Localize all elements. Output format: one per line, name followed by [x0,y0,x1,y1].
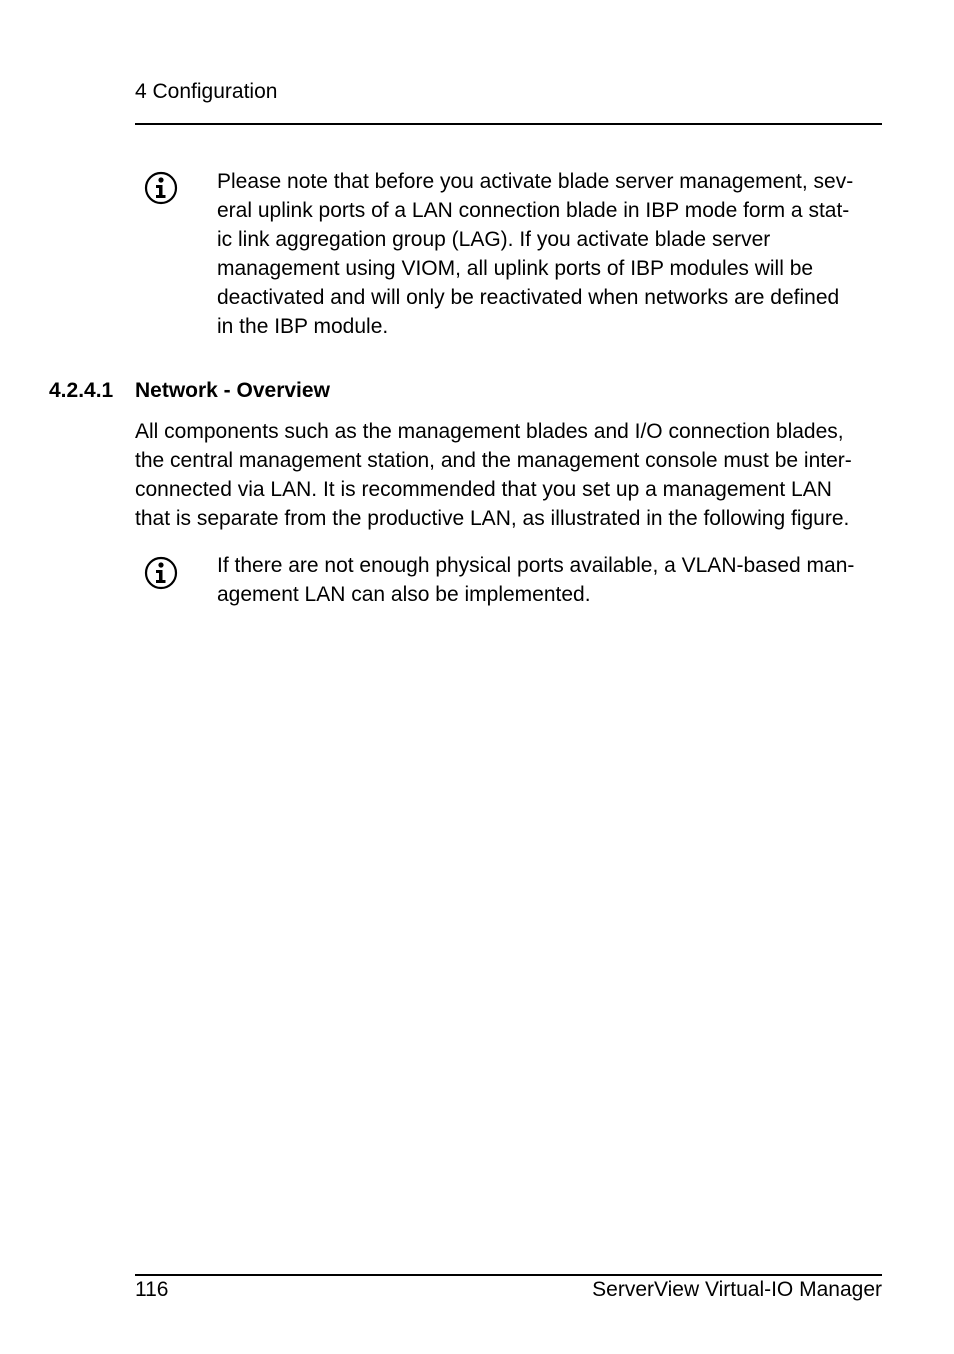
info-icon [143,555,179,591]
note-line: agement LAN can also be implemented. [217,583,591,606]
note-line: If there are not enough physical ports available, a VLAN-based man- [217,554,855,577]
page-number: 116 [135,1278,169,1301]
footer-divider [135,1274,882,1276]
note-line: ic link aggregation group (LAG). If you activate blade server [217,228,771,251]
note-line: eral uplink ports of a LAN connection blade in IBP mode form a stat- [217,199,850,222]
section-number: 4.2.4.1 [49,379,114,402]
note-line: in the IBP module. [217,315,389,338]
running-header-chapter: 4 Configuration [135,80,278,103]
header-divider [135,123,882,125]
paragraph-line: connected via LAN. It is recommended that you set up a management LAN [135,478,832,501]
body-paragraph [135,417,895,533]
section-title: Network - Overview [135,379,330,402]
paragraph-line: that is separate from the productive LAN, as illustrated in the following figure. [135,507,850,530]
note-line: Please note that before you activate blade server management, sev- [217,170,854,193]
footer-product-name: ServerView Virtual-IO Manager [592,1278,882,1301]
note-text [217,167,887,341]
note-line: deactivated and will only be reactivated when networks are defined [217,286,840,309]
info-icon [143,170,179,206]
note-text [217,551,887,609]
paragraph-line: All components such as the management blades and I/O connection blades, [135,420,844,443]
paragraph-line: the central management station, and the management console must be inter- [135,449,852,472]
note-line: management using VIOM, all uplink ports of IBP modules will be [217,257,814,280]
